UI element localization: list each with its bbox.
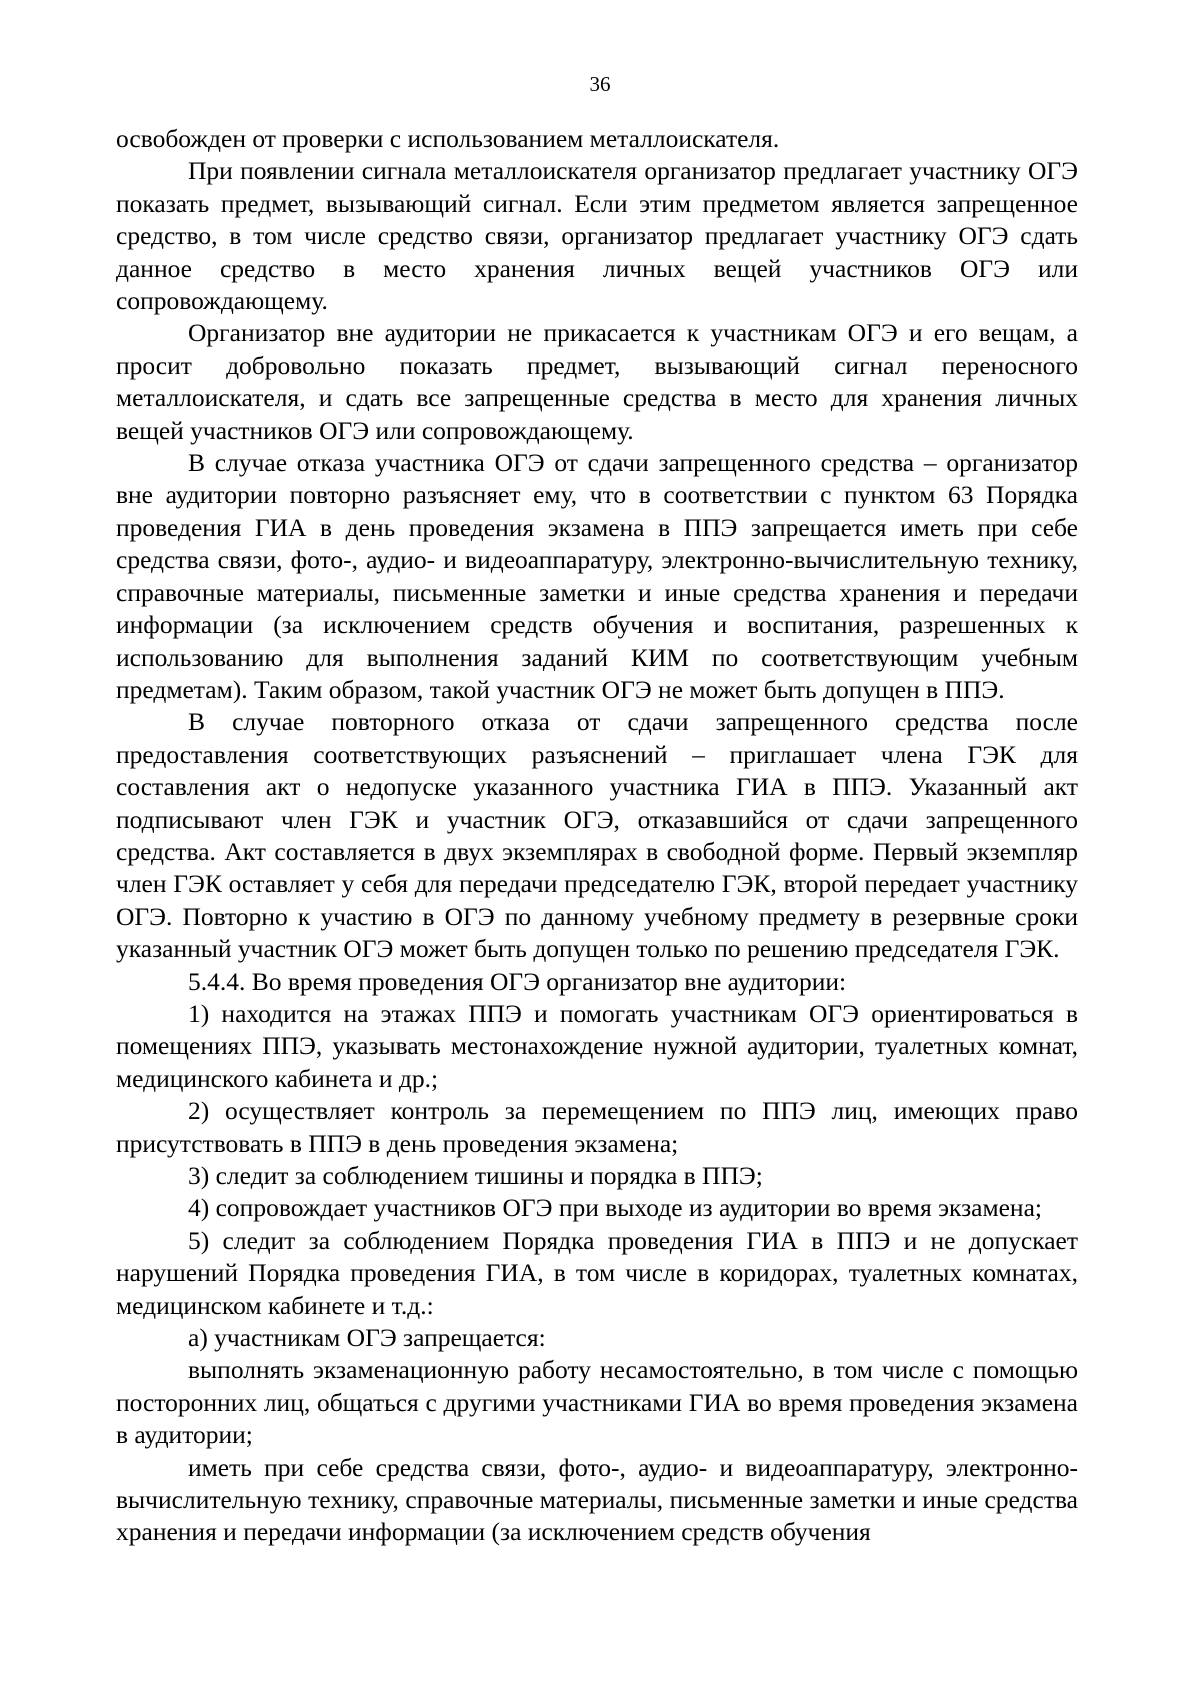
list-item-1: 1) находится на этажах ППЭ и помогать участникам ОГЭ ориентироваться в помещениях ППЭ, указывать местонахождение нужной аудитории, туалетных комнат, медицинского кабинета и др.; [116,998,1078,1093]
paragraph-continuation: освобожден от проверки с использованием металлоискателя. [116,124,780,153]
paragraph-repeated-refusal: В случае повторного отказа от сдачи запрещенного средства после предоставления соответствующих разъяснений – приглашает члена ГЭК для составления акт о недопуске указанного участника ГИА в ППЭ. Указанный акт подписывают член ГЭК и участник ОГЭ, отказавшийся от сдачи запрещенного средства. Акт составляется в двух экземплярах в свободной форме. Первый экземпляр член ГЭК оставляет у себя для передачи председателю ГЭК, второй передает участнику ОГЭ. Повторно к участию в ОГЭ по данному учебному предмету в резервные сроки указанный участник ОГЭ может быть допущен только по решению председателя ГЭК. [116,707,1078,964]
list-item-5: 5) следит за соблюдением Порядка проведения ГИА в ППЭ и не допускает нарушений Порядка проведения ГИА, в том числе в коридорах, туалетных комнатах, медицинском кабинете и т.д.: [116,1225,1078,1320]
paragraph-organizer-no-touch: Организатор вне аудитории не прикасается к участникам ОГЭ и его вещам, а просит добровольно показать предмет, вызывающий сигнал переносного металлоискателя, и сдать все запрещенные средства в место для хранения личных вещей участников ОГЭ или сопровождающему. [116,318,1078,445]
document-body [116,123,1078,1549]
subitem-a: а) участникам ОГЭ запрещается: [188,1323,546,1353]
list-item-3: 3) следит за соблюдением тишины и порядка в ППЭ; [188,1161,763,1190]
page-number: 36 [589,72,611,96]
prohibition-paragraph-2: иметь при себе средства связи, фото-, аудио- и видеоаппаратуру, электронно-вычислительную технику, справочные материалы, письменные заметки и иные средства хранения и передачи информации (за исключением средств обучения [116,1452,1078,1547]
section-heading-5-4-4: 5.4.4. Во время проведения ОГЭ организатор вне аудитории: [188,966,847,996]
list-item-2: 2) осуществляет контроль за перемещением по ППЭ лиц, имеющих право присутствовать в ППЭ в день проведения экзамена; [116,1096,1078,1158]
list-item-4: 4) сопровождает участников ОГЭ при выходе из аудитории во время экзамена; [188,1193,1042,1223]
paragraph-refusal: В случае отказа участника ОГЭ от сдачи запрещенного средства – организатор вне аудитории повторно разъясняет ему, что в соответствии с пунктом 63 Порядка проведения ГИА в день проведения экзамена в ППЭ запрещается иметь при себе средства связи, фото-, аудио- и видеоаппаратуру, электронно-вычислительную технику, справочные материалы, письменные заметки и иные средства хранения и передачи информации (за исключением средств обучения и воспитания, разрешенных к использованию для выполнения заданий КИМ по соответствующим учебным предметам). Таким образом, такой участник ОГЭ не может быть допущен в ППЭ. [116,448,1078,704]
prohibition-paragraph-1: выполнять экзаменационную работу несамостоятельно, в том числе с помощью посторонних лиц, общаться с другими участниками ГИА во время проведения экзамена в аудитории; [116,1355,1078,1450]
paragraph-metal-detector-signal: При появлении сигнала металлоискателя организатор предлагает участнику ОГЭ показать предмет, вызывающий сигнал. Если этим предметом является запрещенное средство, в том числе средство связи, организатор предлагает участнику ОГЭ сдать данное средство в место хранения личных вещей участников ОГЭ или сопровождающему. [116,156,1078,316]
